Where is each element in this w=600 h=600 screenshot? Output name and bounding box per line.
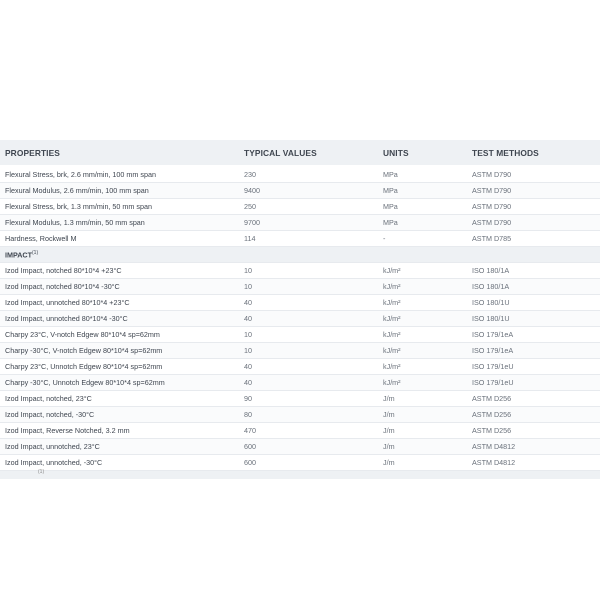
property-cell: Charpy -30°C, Unnotch Edgew 80*10*4 sp=62mm [5, 378, 165, 387]
value-cell: 600 [244, 458, 256, 467]
unit-cell: kJ/m² [383, 266, 401, 275]
value-cell: 40 [244, 314, 252, 323]
unit-cell: kJ/m² [383, 346, 401, 355]
table-row [0, 183, 600, 199]
table-header [0, 140, 600, 167]
value-cell: 90 [244, 394, 252, 403]
table-row [0, 391, 600, 407]
table-row [0, 263, 600, 279]
property-cell: Flexural Stress, brk, 2.6 mm/min, 100 mm span [5, 170, 156, 179]
method-cell: ISO 179/1eU [472, 362, 514, 371]
value-cell: 10 [244, 266, 252, 275]
footer-note: (1) [38, 469, 45, 475]
unit-cell: - [383, 234, 386, 243]
unit-cell: MPa [383, 202, 398, 211]
value-cell: 600 [244, 442, 256, 451]
property-cell: Charpy 23°C, Unnotch Edgew 80*10*4 sp=62mm [5, 362, 163, 371]
table-row [0, 199, 600, 215]
value-cell: 9700 [244, 218, 260, 227]
method-cell: ISO 180/1A [472, 266, 510, 275]
property-cell: Izod Impact, notched, 23°C [5, 394, 92, 403]
unit-cell: J/m [383, 442, 395, 451]
property-cell: Izod Impact, Reverse Notched, 3.2 mm [5, 426, 130, 435]
method-cell: ASTM D4812 [472, 458, 516, 467]
property-cell: Charpy -30°C, V-notch Edgew 80*10*4 sp=62mm [5, 346, 163, 355]
method-cell: ISO 180/1A [472, 282, 510, 291]
method-cell: ASTM D256 [472, 426, 512, 435]
method-cell: ASTM D4812 [472, 442, 516, 451]
value-cell: 10 [244, 346, 252, 355]
unit-cell: MPa [383, 218, 398, 227]
table-row [0, 343, 600, 359]
table-row [0, 439, 600, 455]
value-cell: 40 [244, 362, 252, 371]
property-cell: Izod Impact, unnotched 80*10*4 +23°C [5, 298, 130, 307]
header-properties: PROPERTIES [5, 147, 60, 158]
table-row [0, 423, 600, 439]
value-cell: 250 [244, 202, 256, 211]
method-cell: ISO 179/1eU [472, 378, 514, 387]
table-row [0, 215, 600, 231]
property-cell: Izod Impact, unnotched, 23°C [5, 442, 100, 451]
method-cell: ASTM D790 [472, 186, 512, 195]
table-row [0, 455, 600, 471]
section-impact-note: (1) [32, 249, 39, 256]
property-cell: Charpy 23°C, V-notch Edgew 80*10*4 sp=62mm [5, 330, 160, 339]
table-row [0, 311, 600, 327]
property-cell: Izod Impact, unnotched 80*10*4 -30°C [5, 314, 128, 323]
header-test-methods: TEST METHODS [472, 147, 539, 158]
value-cell: 9400 [244, 186, 260, 195]
unit-cell: kJ/m² [383, 282, 401, 291]
unit-cell: J/m [383, 394, 395, 403]
unit-cell: J/m [383, 458, 395, 467]
table-row [0, 167, 600, 183]
unit-cell: J/m [383, 410, 395, 419]
method-cell: ASTM D256 [472, 394, 512, 403]
properties-table [0, 140, 600, 479]
table-footer [0, 471, 600, 479]
property-cell: Izod Impact, unnotched, -30°C [5, 458, 103, 467]
property-cell: Izod Impact, notched 80*10*4 +23°C [5, 266, 122, 275]
method-cell: ISO 180/1U [472, 314, 510, 323]
table-row [0, 407, 600, 423]
value-cell: 10 [244, 330, 252, 339]
method-cell: ASTM D790 [472, 218, 512, 227]
value-cell: 40 [244, 378, 252, 387]
unit-cell: kJ/m² [383, 314, 401, 323]
unit-cell: J/m [383, 426, 395, 435]
method-cell: ASTM D785 [472, 234, 512, 243]
value-cell: 470 [244, 426, 256, 435]
value-cell: 230 [244, 170, 256, 179]
value-cell: 114 [244, 234, 256, 243]
method-cell: ASTM D256 [472, 410, 512, 419]
property-cell: Flexural Modulus, 1.3 mm/min, 50 mm span [5, 218, 145, 227]
property-cell: Hardness, Rockwell M [5, 234, 77, 243]
unit-cell: kJ/m² [383, 378, 401, 387]
method-cell: ISO 180/1U [472, 298, 510, 307]
table-row [0, 359, 600, 375]
method-cell: ISO 179/1eA [472, 330, 514, 339]
unit-cell: kJ/m² [383, 330, 401, 339]
value-cell: 10 [244, 282, 252, 291]
header-units: UNITS [383, 147, 409, 158]
property-cell: Flexural Stress, brk, 1.3 mm/min, 50 mm span [5, 202, 152, 211]
section-impact [0, 247, 600, 263]
value-cell: 40 [244, 298, 252, 307]
table-row [0, 375, 600, 391]
unit-cell: kJ/m² [383, 298, 401, 307]
method-cell: ASTM D790 [472, 202, 512, 211]
method-cell: ISO 179/1eA [472, 346, 514, 355]
section-impact-label: IMPACT$^{(1)}$ [5, 249, 39, 260]
table-row [0, 279, 600, 295]
unit-cell: MPa [383, 186, 398, 195]
method-cell: ASTM D790 [472, 170, 512, 179]
table-row [0, 327, 600, 343]
unit-cell: kJ/m² [383, 362, 401, 371]
property-cell: Izod Impact, notched 80*10*4 -30°C [5, 282, 120, 291]
property-cell: Izod Impact, notched, -30°C [5, 410, 95, 419]
unit-cell: MPa [383, 170, 398, 179]
value-cell: 80 [244, 410, 252, 419]
header-typical-values: TYPICAL VALUES [244, 147, 317, 158]
property-cell: Flexural Modulus, 2.6 mm/min, 100 mm span [5, 186, 149, 195]
table-row [0, 231, 600, 247]
table-row [0, 295, 600, 311]
